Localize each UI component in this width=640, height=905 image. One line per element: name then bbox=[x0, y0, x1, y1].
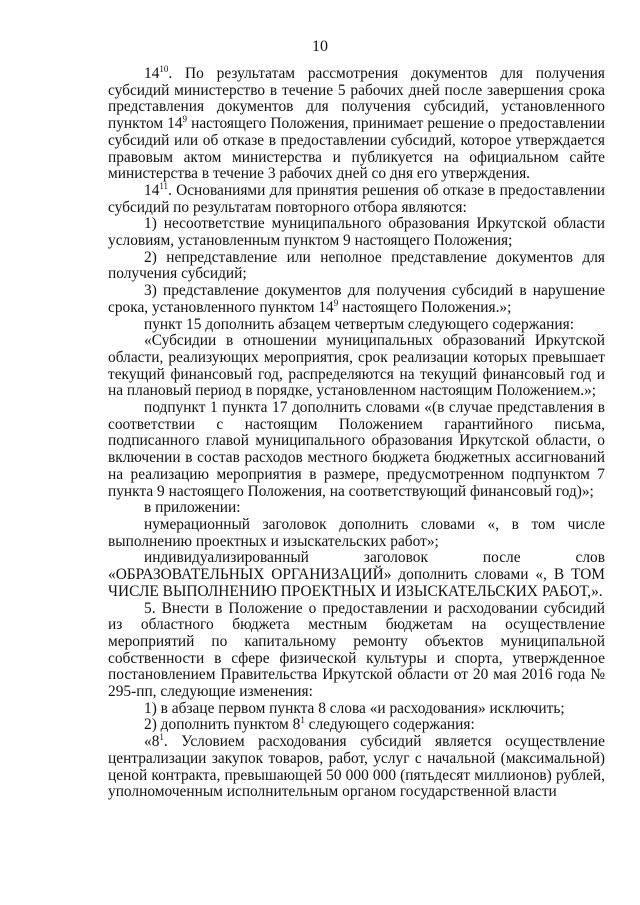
text-run: 2) дополнить пунктом 8 bbox=[144, 716, 301, 734]
text-run: «8 bbox=[144, 733, 160, 751]
text-run: 2) непредставление или неполное представление документов для получения субсидий; bbox=[108, 248, 605, 283]
superscript: 9 bbox=[182, 114, 188, 125]
paragraph bbox=[108, 500, 605, 517]
text-run: . Основаниями для принятия решения об отказе в предоставлении субсидий по результатам повторного отбора являются: bbox=[108, 181, 605, 216]
text-run: подпункт 1 пункта 17 дополнить словами «(в случае представления в соответствии с настоящим Положением гарантийного письма, подписанного главой муниципального образования Иркутской области, о включении в состав расходов местного бюджета бюджетных ассигнований на реализацию мероприятия в размере, предусмотренном подпунктом 7 пункта 9 настоящего Положения, на соответствующий финансовый год)»; bbox=[108, 399, 605, 500]
document-body bbox=[108, 66, 605, 801]
paragraph bbox=[108, 550, 605, 600]
paragraph bbox=[108, 180, 605, 216]
text-run: 3) представление документов для получения субсидий в нарушение срока, установленного пунктом 14 bbox=[108, 282, 605, 316]
text-run: настоящего Положения.»; bbox=[338, 298, 512, 316]
text-run: 5. Внести в Положение о предоставлении и расходовании субсидий из областного бюджета местным бюджетам на осуществление мероприятий по капитальному ремонту объектов муниципальной собственности в сфере физической культуры и спорта, утвержденное постановлением Правительства Иркутской области от 20 мая 2016 года № 295-пп, следующие изменения: bbox=[108, 599, 605, 701]
paragraph bbox=[108, 317, 605, 334]
text-run: в приложении: bbox=[144, 499, 241, 517]
text-run: 1) несоответствие муниципального образования Иркутской области условиям, установленным пунктом 9 настоящего Положения; bbox=[108, 215, 605, 250]
superscript: 1 bbox=[300, 715, 305, 726]
text-run: 14 bbox=[144, 181, 160, 199]
page-number: 10 bbox=[312, 38, 328, 55]
text-run: 14 bbox=[144, 65, 160, 82]
paragraph bbox=[108, 517, 605, 550]
superscript: 1 bbox=[159, 732, 164, 743]
text-run: пункт 15 дополнить абзацем четвертым следующего содержания: bbox=[144, 315, 574, 333]
paragraph bbox=[108, 66, 605, 183]
text-run: . По результатам рассмотрения документов для получения субсидий министерство в течение 5 рабочих дней после завершения срока представления документов для получения субсидий, установленного пунктом 14 bbox=[108, 65, 605, 133]
text-run: нумерационный заголовок дополнить словами «, в том числе выполнению проектных и изыскательских работ»; bbox=[108, 515, 605, 550]
paragraph bbox=[108, 283, 605, 316]
text-run: «Субсидии в отношении муниципальных образований Иркутской области, реализующих мероприятия, срок реализации которых превышает текущий финансовый год, распределяются на текущий финансовый год и на плановый период в порядке, установленном настоящим Положением.»; bbox=[108, 332, 605, 400]
text-run: индивидуализированный заголовок после слов «ОБРАЗОВАТЕЛЬНЫХ ОРГАНИЗАЦИЙ» дополнить словами «, В ТОМ ЧИСЛЕ ВЫПОЛНЕНИЮ ПРОЕКТНЫХ И ИЗЫСКАТЕЛЬСКИХ РАБОТ,». bbox=[108, 549, 605, 600]
paragraph bbox=[108, 333, 605, 400]
text-run: . Условием расходования субсидий является осуществление централизации закупок товаров, работ, услуг с начальной (максимальной) ценой контракта, превышающей 50 000 000 (пятьдесят миллионов) рублей, уполномоченным исполнительным органом государственной власти bbox=[108, 733, 605, 801]
paragraph bbox=[108, 717, 605, 734]
paragraph bbox=[108, 601, 605, 701]
superscript: 9 bbox=[333, 297, 339, 308]
paragraph bbox=[108, 701, 605, 718]
paragraph bbox=[108, 734, 605, 801]
paragraph bbox=[108, 216, 605, 249]
text-run: настоящего Положения, принимает решение о предоставлении субсидий или об отказе в предоставлении субсидий, которое утверждается правовым актом министерства и публикуется на официальном сайте министерства в течение 3 рабочих дней со дня его утверждения. bbox=[108, 115, 605, 183]
paragraph bbox=[108, 250, 605, 283]
text-run: следующего содержания: bbox=[304, 716, 475, 734]
superscript: 11 bbox=[159, 180, 169, 191]
text-run: 1) в абзаце первом пункта 8 слова «и расходования» исключить; bbox=[144, 699, 565, 717]
superscript: 10 bbox=[159, 64, 169, 74]
paragraph bbox=[108, 400, 605, 500]
